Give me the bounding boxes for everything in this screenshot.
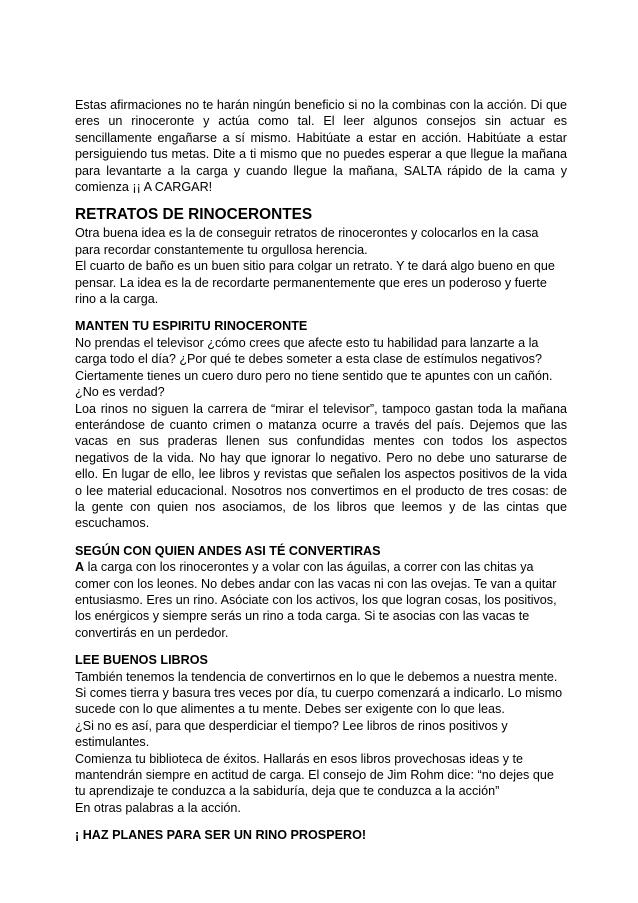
manten-paragraph-1: No prendas el televisor ¿cómo crees que afecte esto tu habilidad para lanzarte a la carga todo el día? ¿Por qué te debes someter a esta clase de estímulos negativos? Ciertamente tienes un cuero duro pero no tiene sentido que te apuntes con un cañón. ¿No es verdad? [75, 335, 553, 400]
section-heading-segun: SEGÚN CON QUIEN ANDES ASI TÉ CONVERTIRAS [75, 543, 381, 558]
spacer [75, 816, 567, 827]
lee-paragraph-4: En otras palabras a la acción. [75, 800, 241, 815]
lee-paragraph-3: Comienza tu biblioteca de éxitos. Hallarás en esos libros provechosas ideas y te mantendrán siempre en actitud de carga. El consejo de Jim Rohm dice: “no dejes que tu aprendizaje te conduzca a la sabiduría, deja que te conduzca a la acción” [75, 751, 554, 799]
spacer [75, 307, 567, 318]
retratos-paragraph-1: Otra buena idea es la de conseguir retratos de rinocerontes y colocarlos en la casa para recordar constantemente tu orgullosa herencia. [75, 226, 539, 257]
section-heading-final: ¡ HAZ PLANES PARA SER UN RINO PROSPERO! [75, 828, 367, 843]
segun-paragraph [75, 559, 567, 641]
retratos-paragraph-2: El cuarto de baño es un buen sitio para colgar un retrato. Y te dará algo bueno en que pensar. La idea es la de recordarte permanentemente que eres un poderoso y fuerte rino a la carga. [75, 259, 555, 307]
segun-paragraph-text: la carga con los rinocerontes y a volar con las águilas, a correr con las chitas ya comer con los leones. No debes andar con las vacas ni con las ovejas. Te van a quitar entusiasmo. Eres un rino. Asóciate con los activos, los que logran cosas, los positivos, los enérgicos y siempre serás un rino a toda carga. Si te asocias con las vacas te convertirás en un perdedor. [75, 560, 557, 640]
spacer [75, 532, 567, 543]
section-heading-manten: MANTEN TU ESPIRITU RINOCERONTE [75, 319, 308, 334]
segun-lead-letter: A [75, 560, 85, 575]
manten-paragraph-2: Loa rinos no siguen la carrera de “mirar el televisor”, tampoco gastan toda la mañana enterándose de cuanto crimen o matanza ocurre a través del país. Dejemos que las vacas en sus praderas llenen sus confundidas mentes con todos los aspectos negativos de la vida. No hay que ignorar lo negativo. Pero no debe uno saturarse de ello. En lugar de ello, lee libros y revistas que señalen los aspectos positivos de la vida o lee material educacional. Nosotros nos convertimos en el producto de tres cosas: de la gente con quien nos asociamos, de los libros que leemos y de las cintas que escuchamos. [75, 401, 567, 531]
lee-paragraph-2: ¿Si no es así, para que desperdiciar el tiempo? Lee libros de rinos positivos y estimulantes. [75, 718, 508, 750]
section-heading-lee: LEE BUENOS LIBROS [75, 653, 208, 668]
section-heading-retratos: RETRATOS DE RINOCERONTES [75, 206, 313, 224]
lee-paragraph-1: También tenemos la tendencia de convertirnos en lo que le debemos a nuestra mente. Si comes tierra y basura tres veces por día, tu cuerpo comenzará a indicarlo. Lo mismo sucede con lo que alimentes a tu mente. Debes ser exigente con lo que leas. [75, 669, 563, 717]
document-page [75, 97, 567, 844]
intro-paragraph: Estas afirmaciones no te harán ningún beneficio si no la combinas con la acción. Di que eres un rinoceronte y actúa como tal. El leer algunos consejos sin actuar es sencillamente engañarse a sí mismo. Habitúate a estar en acción. Habitúate a estar persiguiendo tus metas. Dite a ti mismo que no puedes esperar a que llegue la mañana para levantarte a la carga y cuando llegue la mañana, SALTA rápido de la cama y comienza ¡¡ A CARGAR! [75, 98, 567, 195]
spacer [75, 195, 567, 206]
spacer [75, 641, 567, 652]
